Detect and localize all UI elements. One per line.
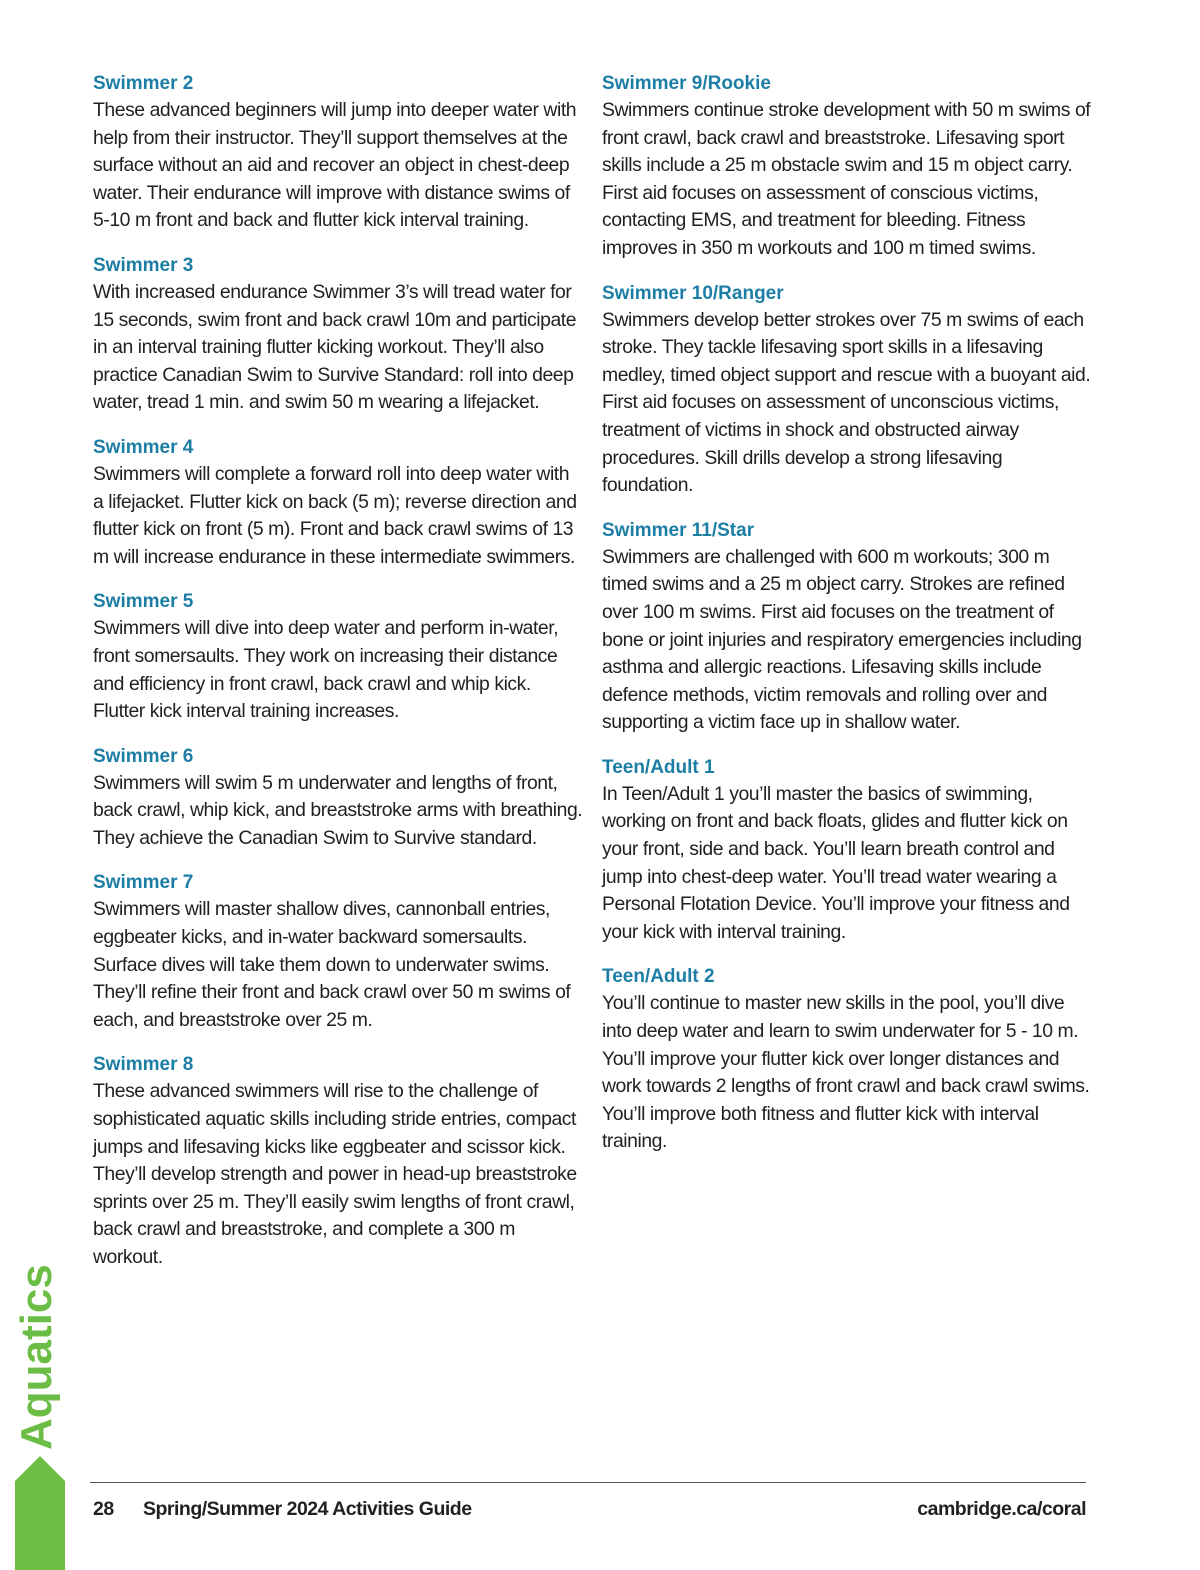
program-description: These advanced swimmers will rise to the challenge of sophisticated aquatic skills including stride entries, compact jumps and lifesaving kicks like eggbeater and scissor kick. They’ll develop strength and power in head-up breaststroke sprints over 25 m. They’ll easily swim lengths of front crawl, back crawl and breaststroke, and complete a 300 m workout. bbox=[93, 1080, 577, 1268]
program-title: Swimmer 3 bbox=[93, 254, 194, 276]
website-link[interactable]: cambridge.ca/coral bbox=[917, 1498, 1086, 1520]
program-swimmer-10-ranger bbox=[602, 280, 1092, 500]
program-title: Teen/Adult 2 bbox=[602, 966, 715, 988]
program-description: Swimmers will complete a forward roll into deep water with a lifejacket. Flutter kick on back (5 m); reverse direction and flutter kick on front (5 m). Front and back crawl swims of 13 m will increase endurance in these intermediate swimmers. bbox=[93, 462, 577, 568]
program-swimmer-11-star bbox=[602, 517, 1092, 737]
program-description: Swimmers will master shallow dives, cannonball entries, eggbeater kicks, and in-water backward somersaults. Surface dives will take them down to underwater swims. They’ll refine their front and back crawl over 50 m swims of each, and breaststroke over 25 m. bbox=[93, 898, 571, 1031]
program-title: Swimmer 6 bbox=[93, 745, 194, 767]
side-tab bbox=[0, 0, 70, 1570]
program-title: Teen/Adult 1 bbox=[602, 756, 715, 778]
program-title: Swimmer 5 bbox=[93, 591, 194, 613]
program-title: Swimmer 8 bbox=[93, 1054, 194, 1076]
side-tab-label: Aquatics bbox=[12, 1264, 61, 1450]
program-description: Swimmers develop better strokes over 75 m swims of each stroke. They tackle lifesaving sport skills in a lifesaving medley, timed object support and rescue with a buoyant aid. First aid focuses on assessment of unconscious victims, treatment of victims in shock and obstructed airway procedures. Skill drills develop a strong lifesaving foundation. bbox=[602, 308, 1091, 497]
program-swimmer-3 bbox=[93, 252, 583, 417]
program-description: With increased endurance Swimmer 3’s will tread water for 15 seconds, swim front and back crawl 10m and participate in an interval training flutter kicking workout. They’ll also practice Canadian Swim to Survive Standard: roll into deep water, tread 1 min. and swim 50 m wearing a lifejacket. bbox=[93, 280, 577, 414]
program-description: In Teen/Adult 1 you’ll master the basics of swimming, working on front and back floats, glides and flutter kick on your front, side and back. You’ll learn breath control and jump into chest-deep water. You’ll tread water wearing a Personal Flotation Device. You’ll improve your fitness and your kick with interval training. bbox=[602, 782, 1070, 943]
program-description: Swimmers continue stroke development with 50 m swims of front crawl, back crawl and breaststroke. Lifesaving sport skills include a 25 m obstacle swim and 15 m object carry. First aid focuses on assessment of conscious victims, contacting EMS, and treatment for bleeding. Fitness improves in 350 m workouts and 100 m timed swims. bbox=[602, 99, 1091, 259]
footer-divider bbox=[90, 1482, 1086, 1483]
program-swimmer-8 bbox=[93, 1051, 583, 1271]
program-description: Swimmers will dive into deep water and perform in-water, front somersaults. They work on increasing their distance and efficiency in front crawl, back crawl and whip kick. Flutter kick interval training increases. bbox=[93, 617, 559, 723]
program-title: Swimmer 2 bbox=[93, 73, 194, 94]
program-description: These advanced beginners will jump into deeper water with help from their instructor. They’ll support themselves at the surface without an aid and recover an object in chest-deep water. Their endurance will improve with distance swims of 5-10 m front and back and flutter kick interval training. bbox=[93, 99, 577, 232]
program-swimmer-2 bbox=[93, 70, 583, 235]
program-swimmer-7 bbox=[93, 869, 583, 1034]
program-swimmer-6 bbox=[93, 743, 583, 853]
page-number: 28 bbox=[93, 1498, 114, 1520]
program-description: Swimmers will swim 5 m underwater and lengths of front, back crawl, whip kick, and breaststroke arms with breathing. They achieve the Canadian Swim to Survive standard. bbox=[93, 771, 583, 849]
program-title: Swimmer 10/Ranger bbox=[602, 282, 784, 304]
program-teen-adult-2 bbox=[602, 963, 1092, 1156]
program-swimmer-9-rookie bbox=[602, 70, 1092, 263]
program-title: Swimmer 4 bbox=[93, 436, 194, 458]
program-description: You’ll continue to master new skills in the pool, you’ll dive into deep water and learn to swim underwater for 5 - 10 m. You’ll improve your flutter kick over longer distances and work towards 2 lengths of front crawl and back crawl swims. You’ll improve both fitness and flutter kick with interval training. bbox=[602, 992, 1090, 1153]
right-column bbox=[602, 70, 1092, 1173]
program-swimmer-4 bbox=[93, 434, 583, 571]
program-title: Swimmer 9/Rookie bbox=[602, 73, 771, 94]
program-description: Swimmers are challenged with 600 m workouts; 300 m timed swims and a 25 m object carry. Strokes are refined over 100 m swims. First aid focuses on the treatment of bone or joint injuries and respiratory emergencies including asthma and allergic reactions. Lifesaving skills include defence methods, victim removals and rolling over and supporting a victim face up in shallow water. bbox=[602, 545, 1082, 734]
left-column bbox=[93, 70, 583, 1289]
program-title: Swimmer 7 bbox=[93, 872, 194, 894]
program-teen-adult-1 bbox=[602, 754, 1092, 947]
program-swimmer-5 bbox=[93, 588, 583, 725]
program-title: Swimmer 11/Star bbox=[602, 519, 755, 541]
guide-title: Spring/Summer 2024 Activities Guide bbox=[143, 1498, 472, 1520]
side-tab-arrow-icon bbox=[15, 1456, 65, 1570]
